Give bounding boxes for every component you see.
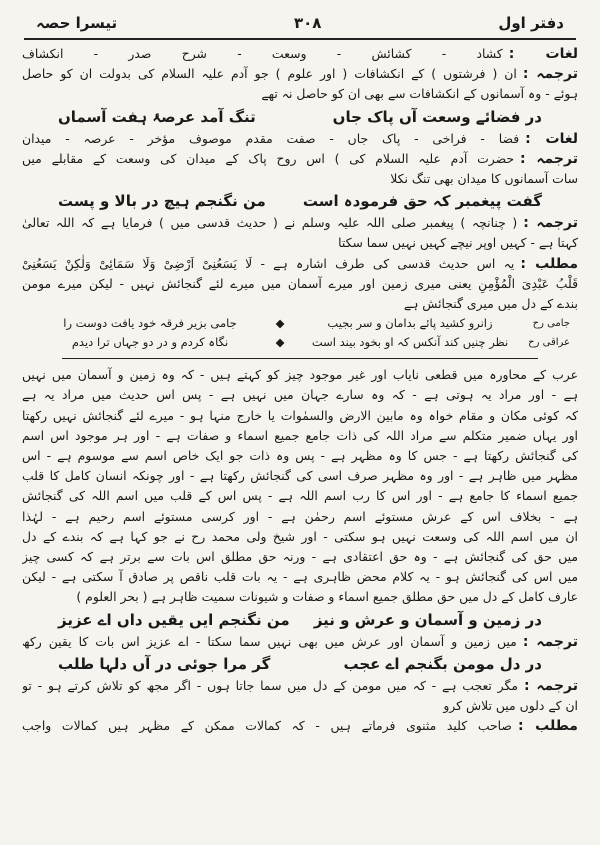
book-title: دفتر اول (498, 14, 564, 32)
line-text: ہے - اور مراد یہ ہوتی ہے - کہ وہ سارے جہان میں نہیں ہے - پس اس حدیث میں مراد یہ ہے (22, 387, 578, 403)
verse-hemistich: گر مرا جوئی در آں دلہا طلب (58, 654, 271, 673)
text-line (22, 129, 578, 149)
text-line (22, 84, 578, 104)
line-label: لغات : (508, 46, 578, 62)
line-text: سات آسمانوں کا میدان بھی تنگ نکلا (390, 171, 578, 187)
page-number: ۳۰۸ (293, 14, 322, 32)
line-text: ہے - بخلاف اس کے عرش مستوئے اسم رحمٰن ہے - اور کرسی مستوئے اسم رحیم ہے - لہٰذا (22, 508, 578, 524)
text-line (22, 294, 578, 314)
line-text: عارف کامل کے دل میں حق مطلق جمیع اسماء و صفات و شیونات سمیت ظاہر ہے ( بحر العلوم ) (76, 589, 578, 605)
line-text: جمیع اسماء کا جامع ہے - اور اس کا رب اسم اللہ ہے - پس اس کے قلب میں اسم اللہ کی گنجائش (22, 488, 578, 504)
couplet-hemistich: جامی بزیر فرقہ خود یافت دوست را (63, 316, 237, 331)
text-line (22, 587, 578, 607)
line-text: فضا - فراخی - پاک جاں - صفت مقدم موصوف مؤخر - عرصہ - میدان (22, 130, 520, 146)
line-label: لغات : (525, 130, 578, 147)
text-line (22, 213, 578, 233)
persian-verse (22, 652, 578, 676)
section-divider (62, 358, 538, 359)
line-text: حضرت آدم علیہ السلام کی ) اس روح پاک کے میدان کی وسعت کے مقابلے میں (22, 150, 515, 166)
line-text: میں زمین و آسمان اور عرش میں بھی نہیں سما سکتا - اے عزیز اس بات کا یقین رکھ (22, 633, 517, 649)
text-line (22, 233, 578, 253)
text-line (22, 547, 578, 567)
line-text: قَلْبُ عَبْدِیَ الْمُؤْمِنِ یعنی میری زمین اور میرے آسمان میں میرے لئے گنجائش نہیں - لیکن میرے مومن (22, 275, 578, 291)
line-text: ان ( فرشتوں ) کے انکشافات ( اور علوم ) جو آدم علیہ السلام کی بدولت ان کو حاصل (22, 66, 517, 82)
line-text: ان کے دلوں میں تلاش کرو (443, 698, 578, 714)
line-text: میں حق کی گنجائش ہے - وہ حق اعتقادی ہے - ورنہ حق مطلق اس بات سے برتر ہے کہ کسی چیز (22, 549, 578, 565)
line-text: بندے کے دل میں میری گنجائش ہے (403, 296, 578, 312)
text-line (22, 254, 578, 274)
text-line (22, 676, 578, 696)
line-text: مگر تعجب ہے - کہ میں مومن کے دل میں سما جاتا ہوں - اگر مجھ کو تلاش کرتے ہو - تو (22, 677, 519, 693)
attributed-couplet (22, 314, 578, 333)
verse-hemistich: گفت پیغمبر کہ حق فرمودہ است (302, 192, 542, 211)
verse-hemistich: در فضائے وسعت آں پاک جاں (332, 107, 542, 126)
header-rule (24, 38, 576, 40)
line-text: عرب کے محاورہ میں قطعی نایاب اور غیر موجود چیز کو کہتے ہیں - کہ وہ زمین و آسمان میں نہیں (22, 367, 578, 383)
page-content (18, 44, 582, 736)
verse-hemistich: در دل مومن بگنجم اے عجب (343, 654, 542, 673)
text-line (22, 365, 578, 385)
line-label: مطلب : (520, 255, 578, 272)
persian-verse (22, 105, 578, 129)
attributed-couplet (22, 333, 578, 352)
line-text: مظہر میں ظاہر ہے - اور وہ مظہر صرف اسی کی گنجائش رکھتا ہے - اور چونکہ انسان کامل کا قلب (22, 468, 578, 484)
text-line (22, 169, 578, 189)
text-line (22, 274, 578, 294)
text-line (22, 632, 578, 652)
text-line (22, 64, 578, 84)
text-line (22, 527, 578, 547)
line-text: صاحب کلید مثنوی فرماتے ہیں - کہ کمالات ممکن کے مظہر ہیں کمالات واجب (22, 718, 512, 734)
verse-hemistich: من نگنجم ہیچ در بالا و پست (58, 192, 266, 211)
poet-name: عراقی رح (528, 337, 570, 349)
verse-hemistich: در زمین و آسمان و عرش و نیز (313, 610, 542, 629)
line-text: کشاد - کشائش - وسعت - شرح صدر - انکشاف (22, 46, 503, 61)
line-text: ہوئے - وہ آسمانوں کے انکشافات سے بھی ان کو حاصل نہ تھے (261, 86, 578, 102)
line-text: اور یہاں ضمیر متکلم سے مراد اللہ کی ذات جامع جمیع اسماء و صفات ہے - اور ہر موجود اس اسم (22, 427, 578, 443)
text-line (22, 507, 578, 527)
part-title: تیسرا حصہ (36, 14, 118, 32)
couplet-hemistich: نگاہ کردم و در دو جہاں ترا دیدم (71, 335, 229, 350)
line-text: کہ کوئی مکان و مقام خواہ وہ مابین الارض والسمٰوات یا خارج منہا ہو - میرے لئے گنجائش نہیں رکھتا (22, 407, 578, 423)
line-text: کی گنجائش رکھتا ہے - جس کا وہ مظہر ہے - پس وہ ذات جو ایک خاص اسم سے موسوم ہے - اس (22, 448, 578, 464)
verse-hemistich: من نگنجم ایں یقیں داں اے عزیز (58, 610, 290, 629)
couplet-separator: ◆ (275, 335, 285, 350)
persian-verse (22, 189, 578, 213)
text-line (22, 446, 578, 466)
text-line (22, 385, 578, 405)
line-text: ( چنانچہ ) پیغمبر صلی اللہ علیہ وسلم نے ( حدیث قدسی میں ) فرمایا ہے کہ اللہ تعالیٰ (22, 215, 518, 231)
line-label: ترجمہ : (523, 215, 578, 232)
couplet-separator: ◆ (275, 316, 285, 331)
text-line (22, 486, 578, 506)
text-line (22, 426, 578, 446)
line-label: مطلب : (517, 718, 578, 735)
line-label: ترجمہ : (522, 66, 578, 83)
text-line (22, 716, 578, 736)
text-line (22, 406, 578, 426)
text-line (22, 44, 578, 64)
text-line (22, 466, 578, 486)
line-text: کہتا ہے - کہیں اوپر نیچے کہیں نہیں سما سکتا (338, 235, 578, 251)
poet-name: جامی رح (532, 318, 570, 330)
line-text: یہ اس حدیث قدسی کی طرف اشارہ ہے - لَا یَسَعُنِیْ اَرْضِیْ وَلَا سَمَائِیْ وَلٰکِنْ یَسَعُنِیْ (22, 255, 515, 271)
line-text: میں اس کی گنجائش ہو - یہ کلام محض ظاہری ہے - یہ بات قلب ناقص پر صادق آ سکتی ہے - لیکن (22, 569, 578, 585)
text-line (22, 696, 578, 716)
couplet-hemistich: نظر چنیں کند آنکس کہ او بخود بیند است (311, 335, 509, 350)
page-header (18, 10, 582, 36)
text-line (22, 567, 578, 587)
line-text: ان میں اسم اللہ کی وسعت نہیں ہو سکتی - اور شیخ ولی محمد رح نے جو کہا ہے کہ بندے کے دل (22, 528, 578, 544)
line-label: ترجمہ : (520, 150, 578, 167)
text-line (22, 149, 578, 169)
persian-verse (22, 608, 578, 632)
verse-hemistich: تنگ آمد عرصۂ ہفت آسماں (58, 107, 256, 126)
couplet-hemistich: زانرو کشید پائے بدامان و سر بجیب (327, 316, 493, 331)
line-label: ترجمہ : (522, 633, 578, 650)
line-label: ترجمہ : (524, 677, 578, 694)
